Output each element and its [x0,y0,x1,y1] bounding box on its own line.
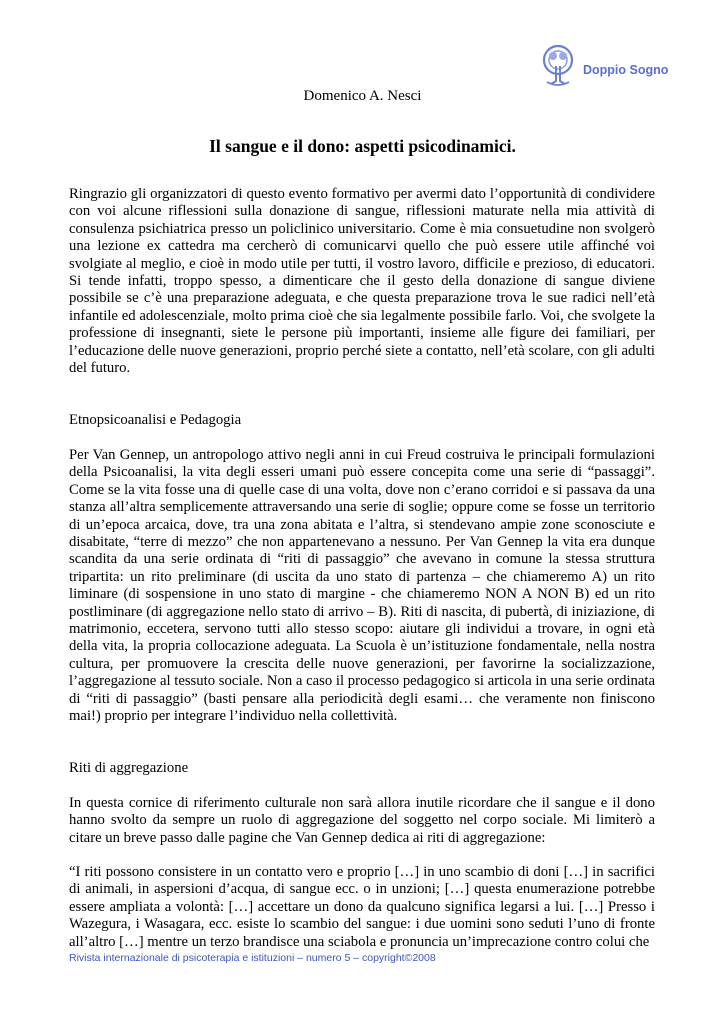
page-footer: Rivista internazionale di psicoterapia e istituzioni – numero 5 – copyright©2008 [69,952,436,964]
author-name: Domenico A. Nesci [303,88,422,104]
doppio-sogno-logo [539,44,689,88]
article-title: Il sangue e il dono: aspetti psicodinamici. [209,136,516,156]
article-body [69,186,655,951]
section-paragraph-van-gennep: Per Van Gennep, un antropologo attivo negli anni in cui Freud costruiva le principali formulazioni della Psicoanalisi, la vita degli esseri umani può essere concepita come una serie di “passaggi”. Come se la vita fosse una di quelle case di una volta, dove non c’erano corridoi e si passava da una stanza all’altra semplicemente attraversando una serie di soglie; oppure come se fosse un territorio di un’epoca arcaica, dove, tra una zona abitata e l’altra, si stendevano ampie zone sconosciute e disabitate, “terre di mezzo” che non appartenevano a nessuno. Per Van Gennep la vita era dunque scandita da una serie ordinata di “riti di passaggio” che avevano in comune la stessa struttura tripartita: un rito preliminare (di uscita da uno stato di partenza – che chiameremo A) un rito liminare (di sospensione in uno stato di margine - che chiameremo NON A NON B) ed un rito postliminare (di aggregazione nello stato di arrivo – B). Riti di nascita, di pubertà, di iniziazione, di matrimonio, eccetera, servono tutti allo stesso scopo: aiutare gli individui a trovare, in ogni età della vita, la propria collocazione adeguata. La Scuola è un’istituzione fondamentale, nella nostra cultura, per promuovere la crescita delle nuove generazioni, per favorirne la socializzazione, l’aggregazione al tessuto sociale. Non a caso il processo pedagogico si articola in una serie ordinata di “riti di passaggio” (basti pensare alla periodicità degli esami… che veramente non finiscono mai!) proprio per integrare l’individuo nella collettività. [69,446,655,724]
intro-paragraph: Ringrazio gli organizzatori di questo evento formativo per avermi dato l’opportunità di condividere con voi alcune riflessioni sulla donazione di sangue, riflessioni maturate nella mia attività di consulenza psichiatrica presso un policlinico universitario. Come è mia consuetudine non svolgerò una lezione ex cattedra ma cercherò di comunicarvi quello che può essere utile affinché voi svolgiate al meglio, e cioè in modo utile per tutti, il vostro lavoro, difficile e prezioso, di educatori. Si tende infatti, troppo spesso, a dimenticare che il gesto della donazione di sangue diviene possibile se c’è una preparazione adeguata, e che questa preparazione trova le sue radici nell’età infantile ed adolescenziale, molto prima cioè che sia legalmente possibile farlo. Voi, che svolgete la professione di insegnanti, siete le persone più importanti, insieme alle figure dei familiari, per l’educazione delle nuove generazioni, proprio perché siete a contatto, nell’età scolare, con gli adulti del futuro. [69,186,655,377]
section-paragraph-aggregazione: In questa cornice di riferimento culturale non sarà allora inutile ricordare che il sangue e il dono hanno svolto da sempre un ruolo di aggregazione del soggetto nel corpo sociale. Mi limiterò a citare un breve passo dalle pagine che Van Gennep dedica ai riti di aggregazione: [69,794,655,846]
logo-text: Doppio Sogno [583,63,669,77]
quote-paragraph: “I riti possono consistere in un contatto vero e proprio […] in uno scambio di doni […] in sacrifici di animali, in aspersioni d’acqua, di sangue ecc. o in unzioni; […] questa enumerazione potrebbe essere ampliata a volontà: […] accettare un dono da qualcuno significa legarsi a lui. […] Presso i Wazegura, i Wasagara, ecc. esiste lo scambio del sangue: i due uomini sono seduti l’uno di fronte all’altro […] mentre un terzo brandisce una sciabola e pronuncia un’imprecazione contro colui che [69,864,655,950]
tree-icon [539,44,579,88]
section-heading-riti: Riti di aggregazione [69,760,189,777]
section-heading-etnopsicoanalisi: Etnopsicoanalisi e Pedagogia [69,412,242,429]
